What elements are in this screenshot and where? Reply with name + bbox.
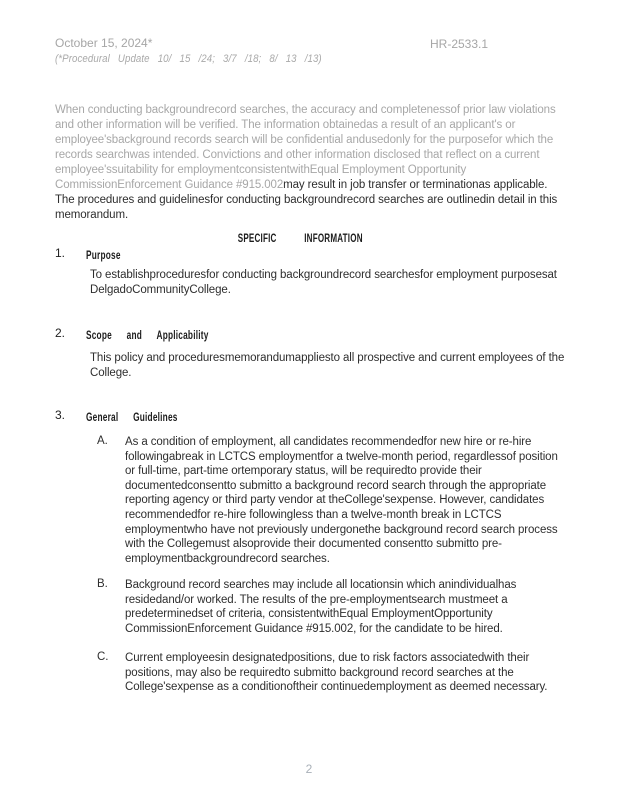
main-heading-row [0, 229, 600, 247]
section-1-body: To establishproceduresfor conducting backgroundrecord searchesfor employment purposesat DelgadoCommunityCollege. [90, 269, 557, 296]
item-a-label: A. [97, 435, 108, 447]
intro-paragraph [55, 103, 564, 223]
section-3-title-text: General Guidelines [86, 412, 178, 424]
section-2-title-text: Scope and Applicability [86, 330, 209, 342]
section-1-title-text: Purpose [86, 250, 121, 262]
intro-paragraph-black-text: may result in job transfer or terminationas applicable. The procedures and guidelinesfor conducting backgroundrecord searches are outlinedin detail in this memorandum. [55, 178, 558, 221]
section-1-number: 1. [55, 246, 66, 260]
section-2-title [86, 326, 256, 344]
section-3-number: 3. [55, 408, 66, 422]
item-c-text: Current employeesin designatedpositions, due to risk factors associatedwith their positions, may also be requiredto submitto background record searches at the College'sexpense as a conditionoftheir continuedemployment as deemed necessary. [125, 652, 548, 694]
item-b-label: B. [97, 578, 108, 590]
intro-paragraph-gray-text: When conducting backgroundrecord searches, the accuracy and completenessof prior law violations and other information will be verified. The information obtainedas a result of an applicant's or employee'sbackground records search will be confidential andusedonly for the purposefor which the records searchwas intended. Convictions and other information disclosed that reflect on a current employee'ssuitability for employmentconsistentwithEqual Employment Opportunity CommissionEnforcement Guidance #915.002 [55, 103, 556, 191]
section-2-number: 2. [55, 326, 66, 340]
revision-note: (*Procedural Update 10/ 15 /24; 3/7 /18; 8/ 13 /13) [55, 53, 322, 65]
item-b-text: Background record searches may include all locationsin which anindividualhas residedand/or worked. The results of the pre-employmentsearch mustmeet a predeterminedset of criteria, consistentwithEqual EmploymentOpportunity CommissionEnforcement Guidance #915.002, for the candidate to be hired. [125, 579, 517, 635]
section-1-title [86, 246, 134, 264]
main-heading: SPECIFIC INFORMATION [237, 233, 363, 245]
document-number: HR-2533.1 [430, 37, 489, 51]
item-a-text: As a condition of employment, all candidates recommendedfor new hire or re-hire followingabreak in LCTCS employmentfor a twelve-month period, regardlessof position or full-time, part-time ortemporary status, will be requiredto provide their documentedconsentto submitto a background record search through the appropriate reporting agency or third party vendor at theCollege'sexpense. However, candidates recommendedfor re-hire followingless than a twelve-month break in LCTCS employmentwho have not previously undergonethe background record search process with the Collegemust alsoprovide their documented consentto submitto pre-employmentbackgroundrecord searches. [125, 436, 558, 565]
section-2-body: This policy and proceduresmemorandumappliesto all prospective and current employees of the College. [90, 352, 565, 379]
page-number: 2 [305, 762, 313, 776]
header-left [55, 36, 358, 66]
section-3-title [86, 408, 213, 426]
item-c-label: C. [97, 651, 109, 663]
document-date: October 15, 2024* [55, 36, 153, 50]
revision-note-row [55, 51, 358, 66]
